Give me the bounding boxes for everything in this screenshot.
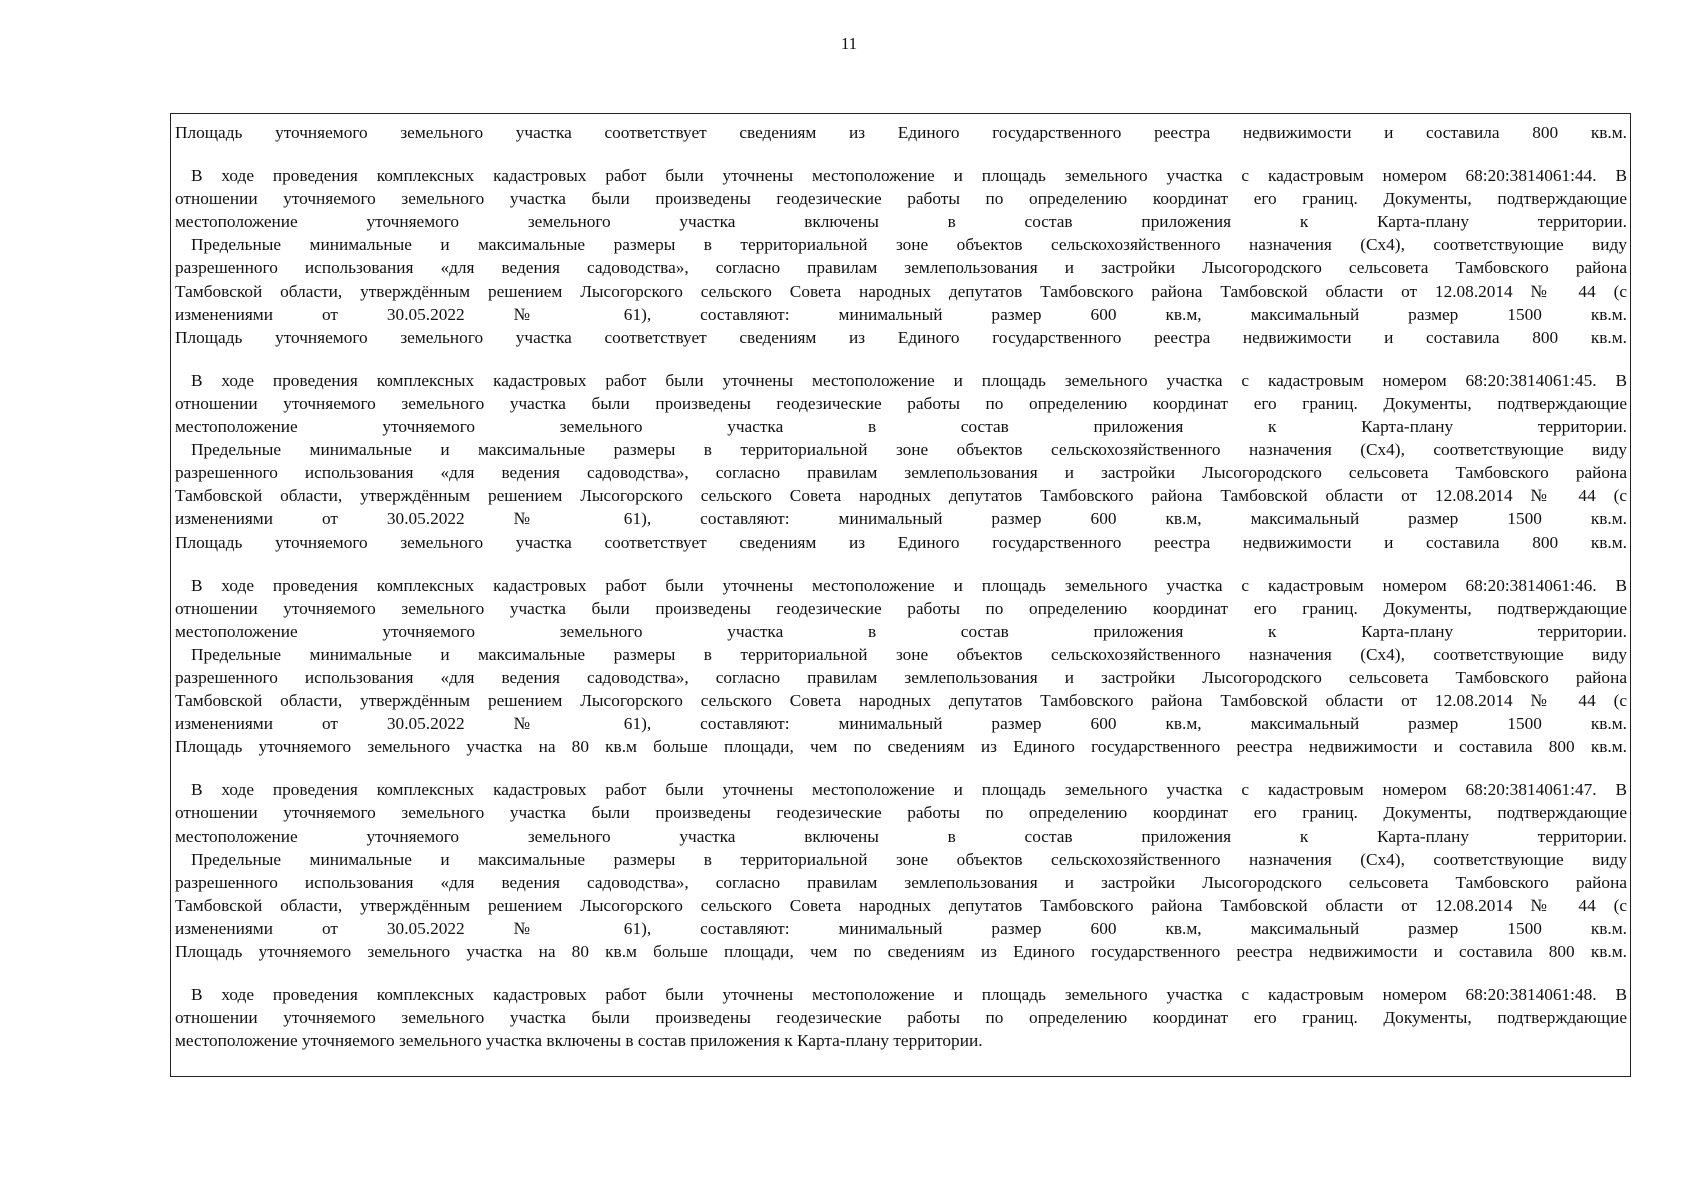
paragraph-line: Площадь уточняемого земельного участка на 80 кв.м больше площади, чем по сведениям из Единого государственного реестра недвижимости и составила 800 кв.м. xyxy=(175,942,1627,961)
paragraph-line: Предельные минимальные и максимальные размеры в территориальной зоне объектов сельскохозяйственного назначения (Сх4), соответствующие виду xyxy=(191,644,1627,664)
paragraph-line: отношении уточняемого земельного участка были произведены геодезические работы по определению координат его границ. Документы, подтверждающие xyxy=(175,598,1627,618)
paragraph-line: Площадь уточняемого земельного участка на 80 кв.м больше площади, чем по сведениям из Единого государственного реестра недвижимости и составила 800 кв.м. xyxy=(175,737,1627,757)
paragraph-line: В ходе проведения комплексных кадастровых работ были уточнены местоположение и площадь земельного участка с кадастровым номером 68:20:3814061:47. В xyxy=(191,780,1627,800)
paragraph-line: изменениями от 30.05.2022 № 61), составляют: минимальный размер 600 кв.м, максимальный размер 1500 кв.м. xyxy=(175,714,1627,734)
paragraph-line: местоположение уточняемого земельного участка в состав приложения к Карта-плану территории. xyxy=(175,621,1627,641)
paragraph-line: разрешенного использования «для ведения садоводства», согласно правилам землепользования и застройки Лысогородского сельсовета Тамбовского района xyxy=(175,872,1627,892)
paragraph-line: изменениями от 30.05.2022 № 61), составляют: минимальный размер 600 кв.м, максимальный размер 1500 кв.м. xyxy=(175,918,1627,938)
paragraph-line: разрешенного использования «для ведения садоводства», согласно правилам землепользования и застройки Лысогородского сельсовета Тамбовского района xyxy=(175,463,1627,483)
paragraph-line: Тамбовской области, утверждённым решением Лысогорского сельского Совета народных депутатов Тамбовского района Тамбовской области от 12.08.2014 № 44 (с xyxy=(175,281,1627,301)
page-number: 11 xyxy=(840,34,858,53)
document-paragraph xyxy=(175,164,1627,349)
document-text-frame xyxy=(170,113,1631,1077)
paragraph-line: изменениями от 30.05.2022 № 61), составляют: минимальный размер 600 кв.м, максимальный размер 1500 кв.м. xyxy=(175,509,1627,529)
paragraph-line: отношении уточняемого земельного участка были произведены геодезические работы по определению координат его границ. Документы, подтверждающие xyxy=(175,803,1627,823)
paragraph-line: местоположение уточняемого земельного участка включены в состав приложения к Карта-плану территории. xyxy=(175,826,1627,846)
paragraph-line: разрешенного использования «для ведения садоводства», согласно правилам землепользования и застройки Лысогородского сельсовета Тамбовского района xyxy=(175,667,1627,687)
document-paragraph xyxy=(175,983,1627,1052)
document-paragraph xyxy=(175,369,1627,554)
paragraph-line: В ходе проведения комплексных кадастровых работ были уточнены местоположение и площадь земельного участка с кадастровым номером 68:20:3814061:44. В xyxy=(191,166,1627,186)
paragraph-line: Тамбовской области, утверждённым решением Лысогорского сельского Совета народных депутатов Тамбовского района Тамбовской области от 12.08.2014 № 44 (с xyxy=(175,691,1627,711)
paragraph-line: отношении уточняемого земельного участка были произведены геодезические работы по определению координат его границ. Документы, подтверждающие xyxy=(175,393,1627,413)
paragraph-line: Предельные минимальные и максимальные размеры в территориальной зоне объектов сельскохозяйственного назначения (Сх4), соответствующие виду xyxy=(191,440,1627,460)
paragraph-line: Тамбовской области, утверждённым решением Лысогорского сельского Совета народных депутатов Тамбовского района Тамбовской области от 12.08.2014 № 44 (с xyxy=(175,895,1627,915)
paragraph-line: разрешенного использования «для ведения садоводства», согласно правилам землепользования и застройки Лысогородского сельсовета Тамбовского района xyxy=(175,258,1627,278)
paragraph-line: местоположение уточняемого земельного участка включены в состав приложения к Карта-плану территории. xyxy=(175,1031,983,1051)
paragraph-line: В ходе проведения комплексных кадастровых работ были уточнены местоположение и площадь земельного участка с кадастровым номером 68:20:3814061:46. В xyxy=(191,575,1627,595)
paragraph-line: изменениями от 30.05.2022 № 61), составляют: минимальный размер 600 кв.м, максимальный размер 1500 кв.м. xyxy=(175,304,1627,324)
paragraph-line: В ходе проведения комплексных кадастровых работ были уточнены местоположение и площадь земельного участка с кадастровым номером 68:20:3814061:48. В xyxy=(191,985,1627,1005)
paragraph-line: В ходе проведения комплексных кадастровых работ были уточнены местоположение и площадь земельного участка с кадастровым номером 68:20:3814061:45. В xyxy=(191,370,1627,390)
paragraph-line: местоположение уточняемого земельного участка в состав приложения к Карта-плану территории. xyxy=(175,417,1627,437)
paragraph-line: Площадь уточняемого земельного участка соответствует сведениям из Единого государственного реестра недвижимости и составила 800 кв.м. xyxy=(175,532,1627,552)
paragraph-line: местоположение уточняемого земельного участка включены в состав приложения к Карта-плану территории. xyxy=(175,212,1627,232)
paragraph-line: Площадь уточняемого земельного участка соответствует сведениям из Единого государственного реестра недвижимости и составила 800 кв.м. xyxy=(175,327,1627,347)
paragraph-line: Тамбовской области, утверждённым решением Лысогорского сельского Совета народных депутатов Тамбовского района Тамбовской области от 12.08.2014 № 44 (с xyxy=(175,486,1627,506)
document-paragraph xyxy=(175,574,1627,759)
paragraph-line: отношении уточняемого земельного участка были произведены геодезические работы по определению координат его границ. Документы, подтверждающие xyxy=(175,189,1627,209)
paragraph-line: Площадь уточняемого земельного участка соответствует сведениям из Единого государственного реестра недвижимости и составила 800 кв.м. xyxy=(175,123,1627,142)
document-paragraph xyxy=(175,121,1627,144)
paragraph-line: Предельные минимальные и максимальные размеры в территориальной зоне объектов сельскохозяйственного назначения (Сх4), соответствующие виду xyxy=(191,235,1627,255)
paragraph-line: отношении уточняемого земельного участка были произведены геодезические работы по определению координат его границ. Документы, подтверждающие xyxy=(175,1008,1627,1028)
document-paragraph xyxy=(175,778,1627,963)
paragraph-line: Предельные минимальные и максимальные размеры в территориальной зоне объектов сельскохозяйственного назначения (Сх4), соответствующие виду xyxy=(191,849,1627,869)
